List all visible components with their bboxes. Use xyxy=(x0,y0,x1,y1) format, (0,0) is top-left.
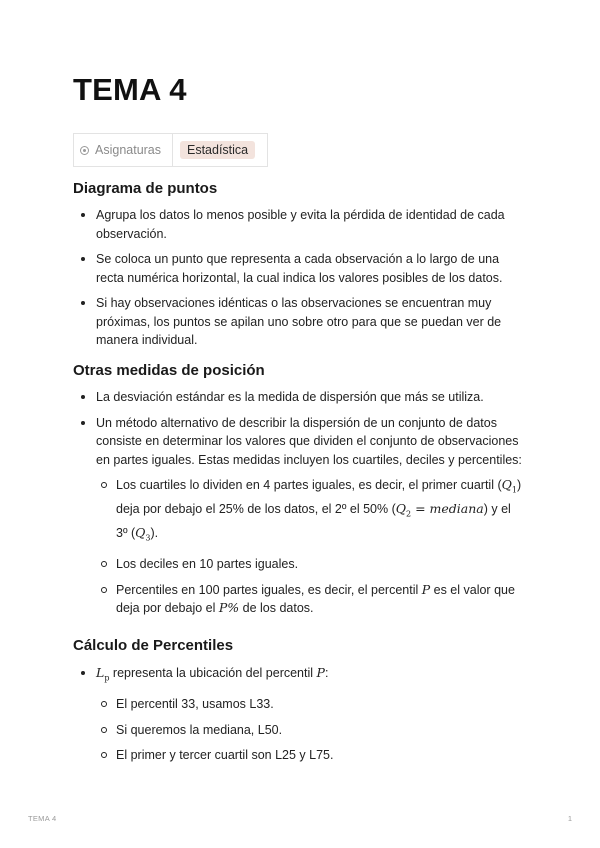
list-item-text: Un método alternativo de describir la dispersión de un conjunto de datos consiste en determinar los valores que dividen el conjunto de observaciones en partes iguales. Estas medidas incluyen los cuartiles, deciles y percentiles: xyxy=(96,415,522,467)
p-symbol: P xyxy=(421,581,431,597)
sublist-item-deciles: Los deciles en 10 partes iguales. xyxy=(96,555,523,574)
list-item xyxy=(73,414,523,618)
sublist-item: El primer y tercer cuartil son L25 y L75. xyxy=(96,746,523,765)
list-item: Agrupa los datos lo menos posible y evita la pérdida de identidad de cada observación. xyxy=(73,206,523,243)
q1-symbol: $Q_1$ xyxy=(501,477,517,495)
q2-symbol: $Q_2$ = mediana xyxy=(395,501,484,519)
property-value[interactable] xyxy=(173,134,267,166)
q3-symbol: $Q_3$ xyxy=(135,525,151,543)
sublist-medidas xyxy=(96,476,523,618)
footer-title: TEMA 4 xyxy=(28,814,57,823)
sublist-item: Si queremos la mediana, L50. xyxy=(96,721,523,740)
heading-calculo-percentiles: Cálculo de Percentiles xyxy=(73,637,234,654)
subject-tag[interactable]: Estadística xyxy=(180,141,255,159)
heading-otras-medidas: Otras medidas de posición xyxy=(73,362,265,379)
list-item: Se coloca un punto que representa a cada observación a lo largo de una recta numérica horizontal, la cual indica los valores posibles de los datos. xyxy=(73,250,523,287)
list-diagrama-de-puntos xyxy=(73,206,523,357)
list-otras-medidas xyxy=(73,388,523,625)
sublist-item-cuartiles: Los cuartiles lo dividen en 4 partes iguales, es decir, el primer cuartil $(Q_1)$ deja por debajo el 25% de los datos, el 2º el 50% ($Q_2$ = mediana) y el 3º $(Q_3)$. xyxy=(96,476,523,548)
target-icon xyxy=(80,146,89,155)
page-number: 1 xyxy=(567,814,572,823)
list-item: La desviación estándar es la medida de dispersión que más se utiliza. xyxy=(73,388,523,407)
page-title: TEMA 4 xyxy=(73,72,187,107)
property-row[interactable] xyxy=(73,133,268,167)
heading-diagrama-de-puntos: Diagrama de puntos xyxy=(73,180,218,197)
lp-symbol: $L_p$ xyxy=(96,665,110,683)
sublist-item: El percentil 33, usamos L33. xyxy=(96,695,523,714)
list-calculo-percentiles xyxy=(73,664,523,772)
property-key xyxy=(74,134,173,166)
sublist-percentiles xyxy=(96,695,523,765)
p-symbol: P xyxy=(316,665,325,680)
list-item: $L_p$ representa la ubicación del percentil P: El percentil 33, usamos L33. Si queremos la mediana, L50. El primer y tercer cuartil son L25 y L75. xyxy=(73,664,523,765)
property-key-label: Asignaturas xyxy=(95,143,162,157)
sublist-item-percentiles: Percentiles en 100 partes iguales, es decir, el percentil P es el valor que deja por debajo el P% de los datos. xyxy=(96,581,523,618)
p-percent-symbol: P% xyxy=(218,600,240,615)
list-item: Si hay observaciones idénticas o las observaciones se encuentran muy próximas, los puntos se apilan uno sobre otro para que se puedan ver de manera individual. xyxy=(73,294,523,350)
